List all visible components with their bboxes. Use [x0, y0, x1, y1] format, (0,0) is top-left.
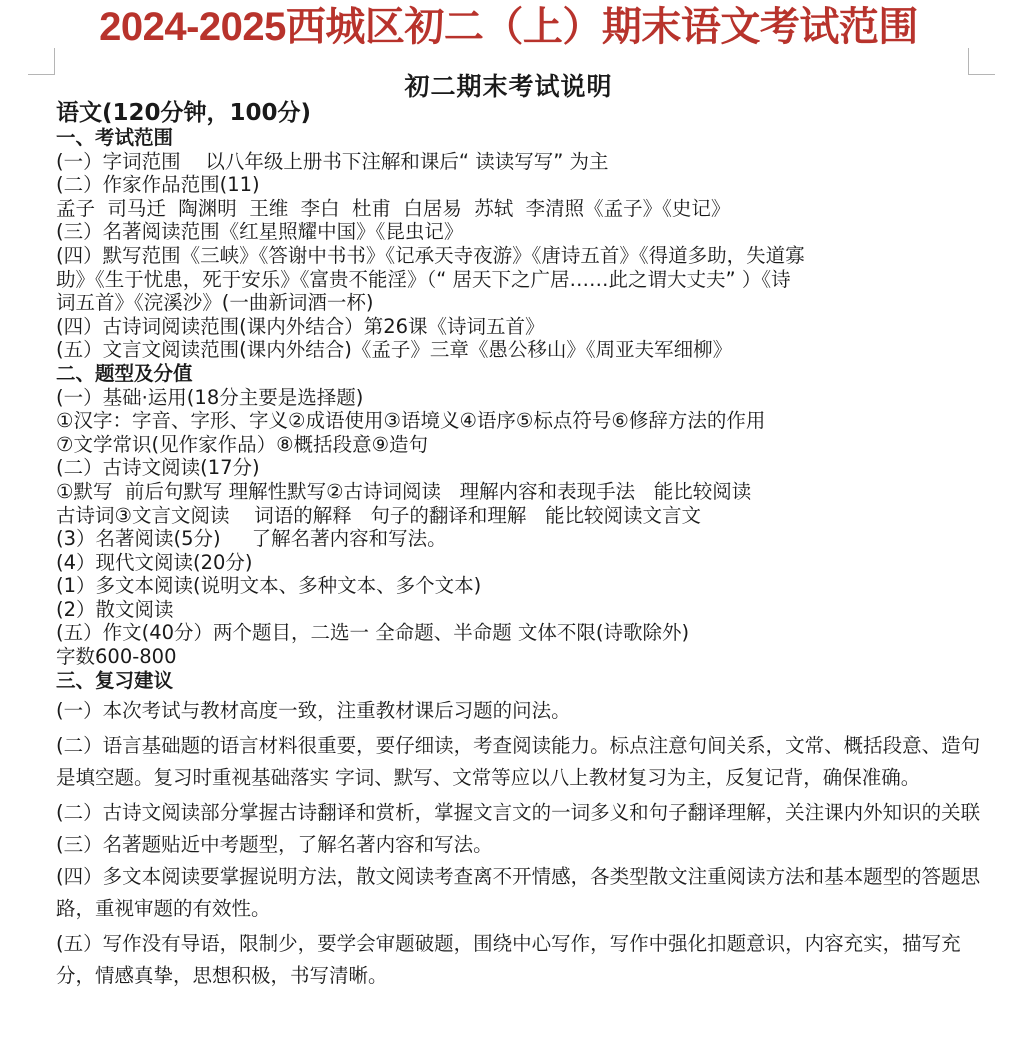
text-line: (五）文言文阅读范围(课内外结合)《孟子》三章《愚公移山》《周亚夫军细柳》	[56, 338, 733, 362]
text-line: (二）作家作品范围(11)	[56, 173, 260, 197]
text-line: (一）基础·运用(18分主要是选择题)	[56, 385, 364, 409]
text-line: 孟子 司马迁 陶渊明 王维 李白 杜甫 白居易 苏轼 李清照《孟子》《史记》	[56, 196, 731, 220]
review-paragraph: (四）多文本阅读要掌握说明方法，散文阅读考查离不开情感，各类型散文注重阅读方法和基本题型的答题思路，重视审题的有效性。	[56, 865, 981, 921]
text-line: (2）散文阅读	[56, 597, 174, 621]
text-line: 助》《生于忧患，死于安乐》《富贵不能淫》（“ 居天下之广居……此之谓大丈夫” ）《诗	[56, 267, 791, 291]
text-line: (3）名著阅读(5分) 了解名著内容和写法。	[56, 527, 447, 551]
text-line: (四）古诗词阅读范围(课内外结合）第26课《诗词五首》	[56, 314, 545, 338]
review-paragraph: (二）古诗文阅读部分掌握古诗翻译和赏析，掌握文言文的一词多义和句子翻译理解，关注课内外知识的关联	[56, 801, 981, 825]
section-heading-review: 三、复习建议	[56, 668, 174, 692]
text-line: (四）默写范围《三峡》《答谢中书书》《记承天寺夜游》《唐诗五首》《得道多助，失道寡	[56, 243, 805, 267]
review-paragraph: (三）名著题贴近中考题型，了解名著内容和写法。	[56, 833, 493, 857]
review-paragraph: (一）本次考试与教材高度一致，注重教材课后习题的问法。	[56, 699, 571, 723]
text-line: (三）名著阅读范围《红星照耀中国》《昆虫记》	[56, 220, 464, 244]
section-heading-scope: 一、考试范围	[56, 126, 174, 149]
review-paragraph: (二）语言基础题的语言材料很重要，要仔细读，考查阅读能力。标点注意句间关系，文常、概括段意、造句是填空题。复习时重视基础落实 字词、默写、文常等应以八上教材复习为主，反复记背，确保准确。	[56, 734, 981, 790]
text-line: (4）现代文阅读(20分)	[56, 550, 253, 574]
document-title: 初二期末考试说明	[404, 72, 613, 101]
text-line: (五）作文(40分）两个题目，二选一 全命题、半命题 文体不限(诗歌除外)	[56, 621, 690, 645]
text-line: (1）多文本阅读(说明文本、多种文本、多个文本)	[56, 574, 482, 598]
text-line: 词五首》《浣溪沙》(一曲新词酒一杯)	[56, 291, 374, 315]
text-line: ①默写 前后句默写 理解性默写②古诗词阅读 理解内容和表现手法 能比较阅读	[56, 479, 752, 503]
review-paragraph: (五）写作没有导语，限制少，要学会审题破题，围绕中心写作，写作中强化扣题意识，内容充实，描写充分，情感真挚，思想积极，书写清晰。	[56, 932, 961, 988]
subject-heading: 语文(120分钟，100分)	[56, 100, 312, 126]
text-line: 古诗词③文言文阅读 词语的解释 句子的翻译和理解 能比较阅读文言文	[56, 503, 701, 527]
text-line: (二）古诗文阅读(17分)	[56, 456, 260, 480]
document-body	[56, 100, 986, 992]
banner-title: 2024-2025西城区初二（上）期末语文考试范围	[99, 5, 918, 49]
text-line: (一）字词范围 以八年级上册书下注解和课后“ 读读写写” 为主	[56, 149, 609, 173]
text-line: 字数600-800	[56, 645, 177, 669]
text-line: ①汉字：字音、字形、字义②成语使用③语境义④语序⑤标点符号⑥修辞方法的作用	[56, 409, 766, 433]
section-heading-types: 二、题型及分值	[56, 361, 193, 385]
text-line: ⑦文学常识(见作家作品）⑧概括段意⑨造句	[56, 432, 429, 456]
